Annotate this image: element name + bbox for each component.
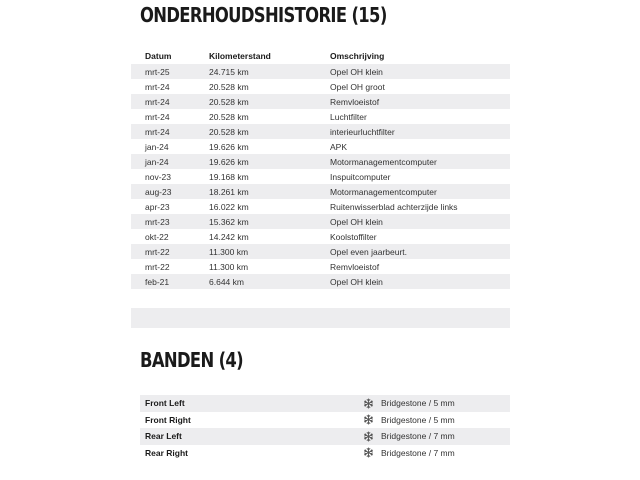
description-cell: APK <box>330 141 348 152</box>
description-cell: Ruitenwisserblad achterzijde links <box>330 201 458 212</box>
table-row <box>131 79 510 94</box>
mileage-cell: 20.528 km <box>209 124 330 139</box>
tire-position: Rear Right <box>145 447 188 458</box>
maintenance-history-title: ONDERHOUDSHISTORIE (15) <box>140 3 387 27</box>
table-row <box>131 64 510 79</box>
tire-position: Rear Left <box>140 428 355 445</box>
table-footer-bar <box>131 308 510 328</box>
description-cell: Opel OH klein <box>330 64 510 79</box>
table-row <box>131 94 510 109</box>
mileage-cell: 19.168 km <box>209 171 249 182</box>
date-cell: mrt-24 <box>131 124 209 139</box>
date-cell: mrt-25 <box>131 64 209 79</box>
snowflake-icon <box>355 395 381 412</box>
date-cell: jan-24 <box>131 154 209 169</box>
column-header-description: Omschrijving <box>330 51 385 61</box>
description-cell: interieurluchtfilter <box>330 124 510 139</box>
table-row <box>131 154 510 169</box>
description-cell: Koolstoffilter <box>330 231 377 242</box>
mileage-cell: 18.261 km <box>209 184 330 199</box>
description-cell: Opel even jaarbeurt. <box>330 244 510 259</box>
table-row <box>131 214 510 229</box>
mileage-cell: 11.300 km <box>209 244 330 259</box>
snowflake-icon <box>355 445 381 462</box>
date-cell: mrt-23 <box>131 214 209 229</box>
date-cell: apr-23 <box>145 201 170 212</box>
mileage-cell: 20.528 km <box>209 111 249 122</box>
mileage-cell: 11.300 km <box>209 261 249 272</box>
table-row <box>131 274 510 289</box>
maintenance-table <box>131 48 510 289</box>
tire-position: Front Left <box>140 395 355 412</box>
mileage-cell: 24.715 km <box>209 64 330 79</box>
date-cell: aug-23 <box>131 184 209 199</box>
mileage-cell: 6.644 km <box>209 274 330 289</box>
date-cell: mrt-24 <box>131 94 209 109</box>
tire-row <box>140 445 510 462</box>
date-cell: mrt-24 <box>145 111 170 122</box>
table-row <box>131 139 510 154</box>
tire-row <box>140 412 510 429</box>
date-cell: okt-22 <box>145 231 169 242</box>
description-cell: Remvloeistof <box>330 94 510 109</box>
mileage-cell: 19.626 km <box>209 141 249 152</box>
mileage-cell: 19.626 km <box>209 154 330 169</box>
tire-spec: Bridgestone / 5 mm <box>381 395 510 412</box>
date-cell: feb-21 <box>131 274 209 289</box>
date-cell: nov-23 <box>145 171 171 182</box>
table-row <box>131 229 510 244</box>
tires-table <box>140 395 510 461</box>
tire-position: Front Right <box>145 414 191 425</box>
mileage-cell: 16.022 km <box>209 201 249 212</box>
table-row <box>131 184 510 199</box>
date-cell: mrt-24 <box>145 81 170 92</box>
tire-spec: Bridgestone / 7 mm <box>381 428 510 445</box>
tire-spec: Bridgestone / 7 mm <box>381 447 455 458</box>
snowflake-icon <box>355 412 381 429</box>
date-cell: jan-24 <box>145 141 169 152</box>
mileage-cell: 14.242 km <box>209 231 249 242</box>
snowflake-icon <box>355 428 381 445</box>
description-cell: Motormanagementcomputer <box>330 154 510 169</box>
tires-title: BANDEN (4) <box>140 348 244 372</box>
table-row <box>131 109 510 124</box>
description-cell: Opel OH groot <box>330 81 385 92</box>
date-cell: mrt-22 <box>131 244 209 259</box>
maintenance-history-panel <box>131 46 510 328</box>
table-header-row <box>131 48 510 64</box>
date-cell: mrt-22 <box>145 261 170 272</box>
table-row <box>131 244 510 259</box>
tire-row <box>140 428 510 445</box>
description-cell: Inspuitcomputer <box>330 171 391 182</box>
tire-row <box>140 395 510 412</box>
column-header-mileage: Kilometerstand <box>209 51 271 61</box>
mileage-cell: 15.362 km <box>209 214 330 229</box>
mileage-cell: 20.528 km <box>209 94 330 109</box>
table-row <box>131 124 510 139</box>
description-cell: Remvloeistof <box>330 261 380 272</box>
table-row <box>131 259 510 274</box>
description-cell: Motormanagementcomputer <box>330 184 510 199</box>
table-row <box>131 199 510 214</box>
description-cell: Opel OH klein <box>330 214 510 229</box>
mileage-cell: 20.528 km <box>209 81 249 92</box>
column-header-date: Datum <box>145 51 172 61</box>
description-cell: Luchtfilter <box>330 111 367 122</box>
tire-spec: Bridgestone / 5 mm <box>381 414 455 425</box>
table-row <box>131 169 510 184</box>
description-cell: Opel OH klein <box>330 274 510 289</box>
